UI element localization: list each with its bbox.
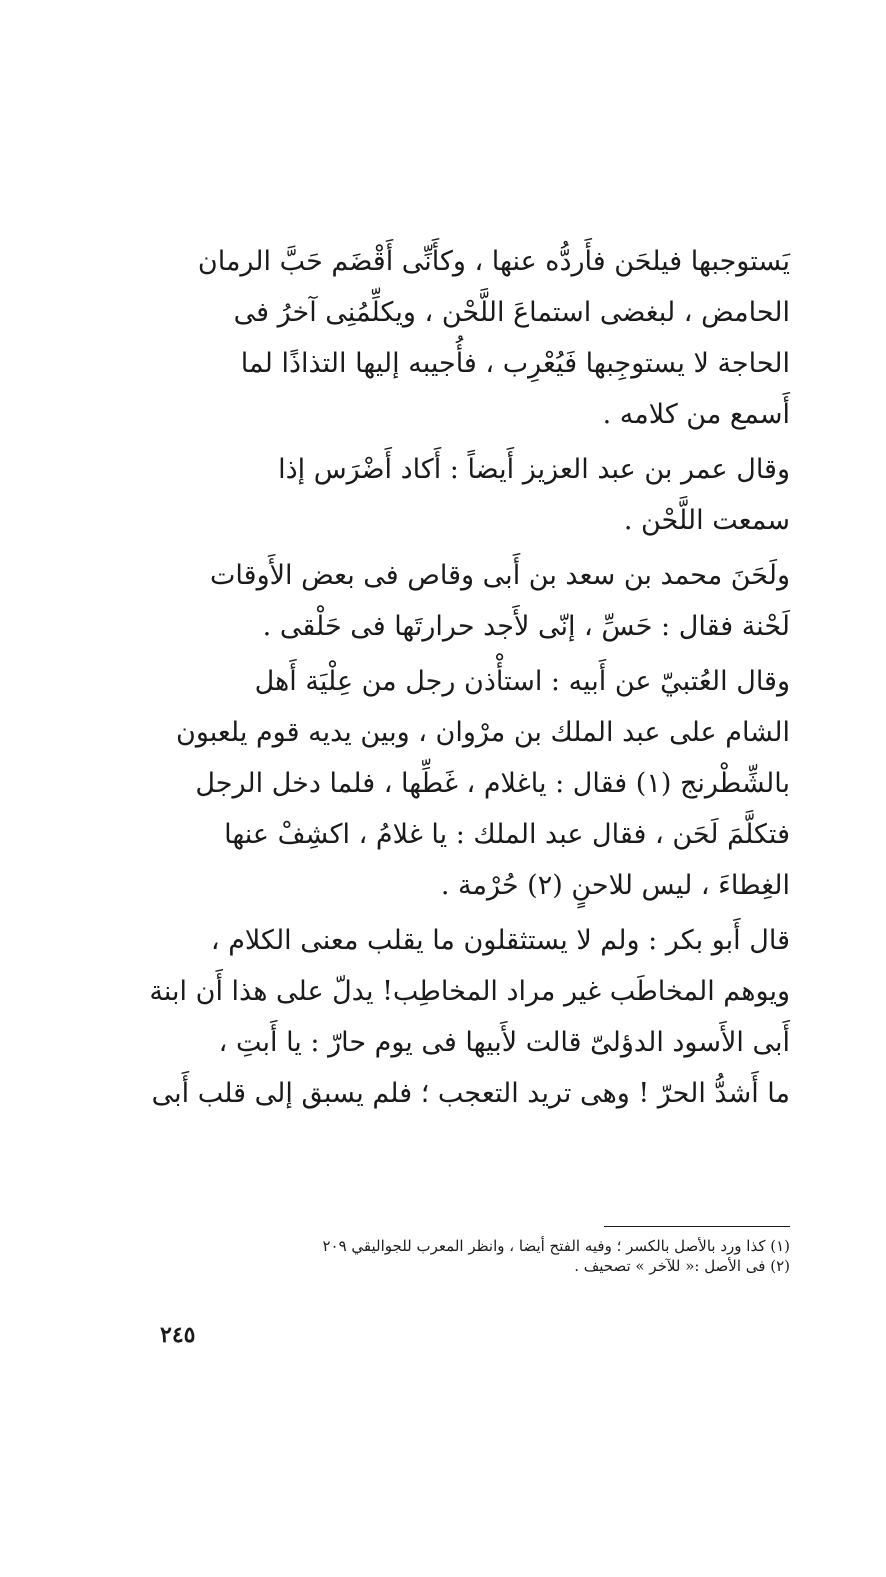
text-line: لَحْنة فقال : حَسِّ ، إنّى لأَجد حرارتَها فى حَلْقى . [262, 611, 790, 642]
paragraph [100, 236, 790, 440]
text-line: الحامض ، لبغضى استماعَ اللَّحْن ، ويكلِّمُنِى آخرُ فى [233, 297, 790, 328]
text-line: وقال العُتبيّ عن أَبيه : استأْذن رجل من عِلْيَة أَهل [254, 666, 790, 697]
text-line: بالشِّطْرنج (١) فقال : ياغلام ، غَطِّها ، فلما دخل الرجل [195, 768, 790, 799]
text-line: سمعت اللَّحْن . [623, 505, 790, 536]
text-line: الغِطاءَ ، ليس للاحنٍ (٢) حُرْمة . [440, 870, 790, 901]
body-text [100, 236, 790, 1123]
paragraph [100, 656, 790, 911]
footnote: (٢) فى الأصل :« للآخر » تصحيف . [574, 1257, 790, 1275]
footnote: (١) كذا ورد بالأصل بالكسر ؛ وفيه الفتح أيضا ، وانظر المعرب للجواليقي ٢٠٩ [322, 1237, 790, 1255]
text-line: ما أَشدُّ الحرّ ! وهى تريد التعجب ؛ فلم يسبق إلى قلب أَبى [151, 1078, 790, 1109]
footnotes [100, 1236, 790, 1276]
paragraph [100, 550, 790, 652]
text-line: فتكلَّمَ لَحَن ، فقال عبد الملك : يا غلامُ ، اكشِفْ عنها [224, 819, 790, 850]
text-line: ويوهم المخاطَب غير مراد المخاطِب! يدلّ على هذا أَن ابنة [149, 976, 790, 1007]
text-line: ولَحَنَ محمد بن سعد بن أَبى وقاص فى بعض الأَوقات [210, 560, 790, 591]
paragraph [100, 444, 790, 546]
text-line: الحاجة لا يستوجِبها فَيُعْرِب ، فأُجيبه إليها التذاذًا لما [240, 348, 790, 379]
text-line: قال أَبو بكر : ولم لا يستثقلون ما يقلب معنى الكلام ، [210, 925, 790, 956]
page-number: ٢٤٥ [160, 1322, 196, 1348]
text-line: أَبى الأَسود الدؤلىّ قالت لأَبيها فى يوم حارّ : يا أَبتِ ، [218, 1027, 790, 1058]
paragraph [100, 915, 790, 1119]
footnote-divider [604, 1226, 790, 1227]
text-line: أَسمع من كلامه . [602, 399, 790, 430]
text-line: الشام على عبد الملك بن مرْوان ، وبين يديه قوم يلعبون [175, 717, 790, 748]
text-line: يَستوجبها فيلحَن فأَردُّه عنها ، وكأَنِّى أَقْضَم حَبَّ الرمان [197, 246, 790, 277]
text-line: وقال عمر بن عبد العزيز أَيضاً : أَكاد أَضْرَس إذا [278, 454, 790, 485]
